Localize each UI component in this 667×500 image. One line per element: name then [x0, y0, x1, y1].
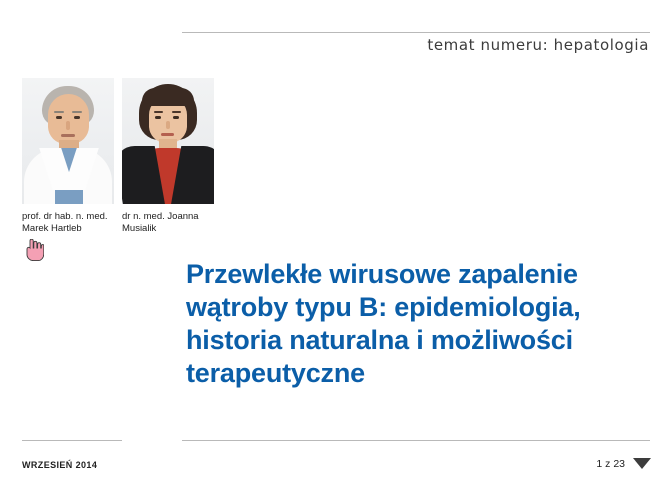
- author-name-line1: prof. dr hab. n. med.: [22, 211, 108, 222]
- issue-label: WRZESIEŃ 2014: [22, 460, 98, 470]
- author-card: [122, 78, 214, 235]
- portrait-photo-female: [122, 78, 214, 204]
- portrait-photo-male: [22, 78, 114, 204]
- author-name: [22, 211, 114, 235]
- author-name-line1: dr n. med. Joanna: [122, 211, 199, 222]
- author-list: [22, 78, 214, 235]
- footer-divider-right: [182, 440, 650, 441]
- author-name: [122, 211, 214, 235]
- chevron-down-icon[interactable]: [633, 458, 651, 469]
- author-name-line2: Marek Hartleb: [22, 223, 82, 234]
- pointing-hand-cursor: [24, 239, 44, 261]
- author-name-line2: Musialik: [122, 223, 157, 234]
- page-title: Przewlekłe wirusowe zapalenie wątroby typu B: epidemiologia, historia naturalna i możliwości terapeutyczne: [186, 259, 581, 388]
- footer-divider-left: [22, 440, 122, 441]
- header-divider: [182, 32, 650, 33]
- section-label: temat numeru: hepatologia: [427, 36, 649, 54]
- author-card: [22, 78, 114, 235]
- page-indicator: 1 z 23: [596, 458, 625, 470]
